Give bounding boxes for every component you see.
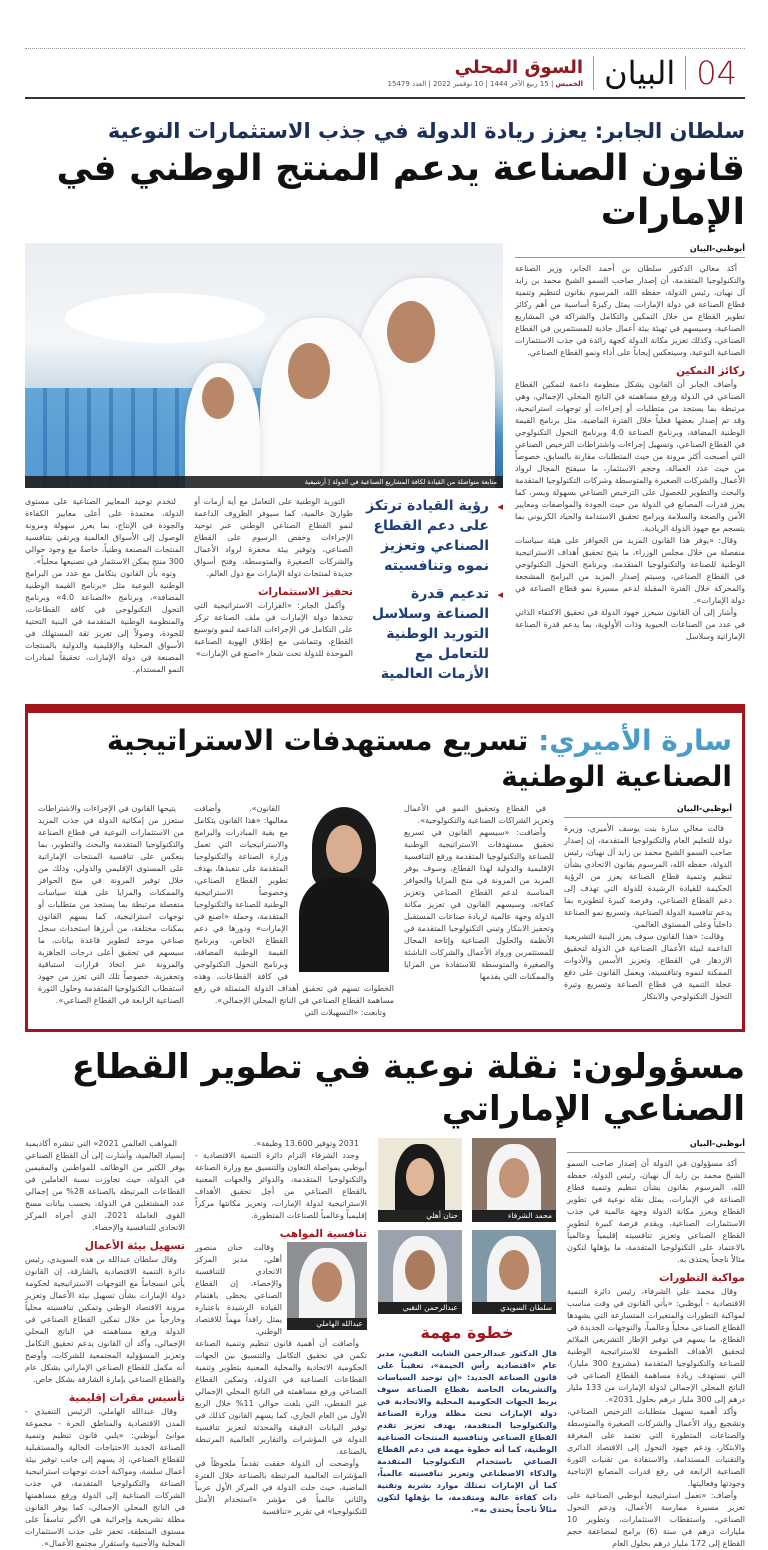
paragraph: قالت معالي سارة بنت يوسف الأميري، وزيرة دولة للتعليم العام والتكنولوجيا المتقدمة، إن إصدار صاحب السمو الشيخ محمد بن زايد آل نهيان، رئيس الدولة، حفظه الله، المرسوم بقانون الاتحادي بشأن تنظيم وتنمية قطاع الصناعة يعزز من الرؤية الحكيمة للقيادة الرشيدة للدولة التي تهدف إلى دعم القطاع الصناعي، وفرصة كبيرة لتطويره بما يدعم تنافسية الدولة الصناعية، وتسريع نمو الصناعة داخلياً وعلى المستوى العالمي. xyxy=(564,824,732,929)
byline: أبوظبي-البيان xyxy=(515,243,745,258)
paragraph: وأضافت أن أهمية قانون تنظيم وتنمية الصناعة تكمن في تحقيق التكامل والتنسيق بين الجهات الحكومية الاتحادية والمحلية المعنية بتطوير وتنمية القطاعات الصناعية في الدولة، وتمكين القطاع الصناعي ورفع مساهمته في الناتج المحلي الإجمالي غير النفطي، التي بلغت حوالي 11% خلال الربع الأول من العام الجاري، كما يسهم القانون كذلك في توفير البيانات الدقيقة والمحدثة لتعزيز تنافسية الدولة في المؤشرات والتقارير العالمية المرتبطة بالصناعة. xyxy=(195,1339,367,1456)
paragraph: يتيحها القانون في الإجراءات والاشتراطات ستعزز من إمكانية الدولة في جذب المزيد من الاستثمارات النوعية في قطاع الصناعة والتكنولوجيا المتقدمة والبحث والتطوير، بما ينعكس على تنافسية المنتجات الإماراتية على المستوى الإقليمي والدولي، وذلك من خلال توفير المرونة في منح الحوافز والممكنات والمزايا على هيئة سياسات منفصلة مرتبطة بما يستجد من متطلبات أو توجهات استراتيجية، كما يسهم القانون بمكنات مختلفة، من أبرزها استحداث سجل صناعي موحد لتطوير قاعدة بيانات، ما سيسهم في تحقيق أعلى درجات الجاهزية والمرونة عبر اتخاذ قرارات استباقية وتحفيزية، خصوصاً تلك التي تعزز من جهود استقطاب التكنولوجيا المتقدمة وحلول الثورة الصناعية الرابعة في القطاع الصناعي». xyxy=(38,804,184,1005)
bullet-icon: ◂ xyxy=(497,500,503,513)
portrait-mohammed-alshurafa xyxy=(472,1138,556,1222)
article2-column-1 xyxy=(564,803,732,1019)
photo-caption: متابعة متواصلة من القيادة لكافة المشاريع الصناعية في الدولة | أرشيفية xyxy=(25,476,503,488)
article2-column-2 xyxy=(404,803,554,1019)
byline: أبوظبي-البيان xyxy=(564,803,732,818)
article2-speaker: سارة الأميري: xyxy=(538,724,732,757)
article2-columns xyxy=(38,803,732,1019)
portrait-sultan-alsuwaidi xyxy=(472,1230,556,1314)
column-body xyxy=(567,1158,745,1550)
paragraph: التوريد الوطنية على التعامل مع أية أزمات أو طوارئ عالمية، كما سيوفر الظروف الداعمة لنمو القطاع الصناعي الوطني عبر توحيد الإجراءات وخفض الرسوم على القطاع الصناعي، وتوفير بيئة محفزة لرواد الأعمال والشركات الصغيرة والمتوسطة، وفتح أسواق جديدة لمنتجات دولة الإمارات مع دول العالم. xyxy=(194,497,353,578)
paragraph: ونوه بأن القانون يتكامل مع عدد من البرامج الوطنية النوعية مثل «برنامج القيمة الوطنية المضافة»، وبرنامج «الصناعة 4.0» وبرنامج التحول التكنولوجي في كافة القطاعات، والمنظومة الوطنية المتقدمة في البنية التحتية للجودة، وصولاً إلى تعزيز ثقة المستهلك في الأسواق المحلية والإقليمية والدولية بالمنتجات المصنعة في دولة الإمارات، تحقيقاً لمبادرات النمو المستدام. xyxy=(25,569,184,674)
sarah-al-amiri-photo xyxy=(294,807,394,972)
column-body xyxy=(38,803,184,1007)
paragraph: وقالت حنان منصور أهلي، مدير المركز الاتحادي للتنافسية والإحصاء، إن القطاع الصناعي يحظى باهتمام القيادة الرشيدة باعتباره يمثل رافداً مهماً للاقتصاد الوطني. xyxy=(195,1243,282,1336)
paragraph: وأضاف الجابر أن القانون يشكل منظومة داعمة لتمكين القطاع الصناعي في الدولة ورفع مساهمته في الناتج المحلي الإجمالي، وهي مرتبطة بما يستجد من متطلبات أو إجراءات أو توجهات استراتيجية، وقد تم إصدار بعضها فعلياً خلال الفترة الماضية، مثل برنامج القيمة الوطنية المضافة، وبرنامج الصناعة 4.0 وبرنامج التحول التكنولوجي في القطاع الصناعي، وتسهيل إجراءات واشتراطات الترخيص الصناعي التي أصبحت أكثر مرونة من حيث المتطلبات مقارنة بالسابق، خصوصاً من حيث عدد العمالة، وحجم الاستثمار، ما سيفتح المجال لرواد الأعمال والشركات الصغيرة والمتوسطة وشركات التكنولوجيا المتقدمة والبحث والتطوير للحصول على الترخيص الصناعي بسهولة ويسر، كما يعزز قدرات المصانع في الدولة من حيث الجودة والمواصفات ومعايير الأمن والصحة والسلامة وبرامج تحقيق الاستدامة والحياد الكربوني بما يتسجم مع جهود الدولة الريادية. xyxy=(515,380,746,533)
byline: أبوظبي-البيان xyxy=(567,1138,745,1153)
portrait-abdulrahman-alnaqbi xyxy=(378,1230,462,1314)
article3-headline: مسؤولون: نقلة نوعية في تطوير القطاع الصناعي الإماراتي xyxy=(71,1047,745,1129)
paragraph: القانون». وأضافت معاليها: «هذا القانون يتكامل مع بقية المبادرات والبرامج والاستراتيجيات التي تعمل وزارة الصناعة والتكنولوجيا المتقدمة على تنفيذها، بهدف تطوير القطاع الصناعي، وخصوصاً الاستراتيجية الوطنية للصناعة والتكنولوجيا المتقدمة، وحملة «اصنع في الإمارات» ودورها في دعم القطاع الخاص، وبرنامج القيمة الوطنية المضافة، وبرنامج التحول التكنولوجي في كافة القطاعات، وهذه الخطوات تسهم في تحقيق أهداف الدولة المتمثلة في رفع مساهمة القطاع الصناعي في الناتج المحلي الإجمالي». xyxy=(194,804,394,1005)
article1-headline: قانون الصناعة يدعم المنتج الوطني في الإمارات xyxy=(56,148,745,233)
column-body xyxy=(404,803,554,983)
paragraph: في القطاع وتحقيق النمو في الأعمال وتعزيز الشراكات الصناعية والتكنولوجية». xyxy=(404,804,554,825)
paragraph: وقال سلطان عبدالله بن هده السويدي، رئيس دائرة التنمية الاقتصادية بالشارقة، إن القانون يأتي انسجاماً مع التوجهات الاستراتيجية لحكومة دولة الإمارات بشأن تسهيل بيئة الأعمال وتعزيز مرونة الاقتصاد الوطني وتمكين تنافسيته محلياً وخارجياً من خلال تمكين القطاع الصناعي في الدولة ورفع مساهمته في الناتج المحلي الإجمالي، وأكد أن القانون يدعم تحقيق التكامل وتعزيز المسؤولية المجتمعية للشركات، وأوضح أنه مكمل للقطاع الصناعي الإماراتي بشكل عام والقطاع الصناعي بإمارة الشارقة بشكل خاص. xyxy=(25,1255,185,1384)
page xyxy=(25,48,745,1550)
paragraph: 2031 وتوفير 13.600 وظيفة». xyxy=(253,1139,359,1148)
article3-middle xyxy=(377,1138,557,1550)
article1-photo xyxy=(25,243,503,488)
article3 xyxy=(25,1138,745,1550)
column-body xyxy=(195,1138,367,1518)
article1-lower-columns xyxy=(25,496,503,692)
step-box xyxy=(377,1322,557,1516)
article2-column-4 xyxy=(38,803,184,1019)
column-body xyxy=(194,496,353,660)
header-divider xyxy=(685,56,686,90)
paragraph: وقال: «يوفر هذا القانون المزيد من الحوافز على هيئة سياسات منفصلة من خلال مجلس الوزراء، ما يتيح تحقيق أهداف الاستراتيجية الوطنية للصناعة والتكنولوجيا المتقدمة، وبرنامج التحول التكنولوجي في القطاع الصناعي، وسيتم إصدار المزيد من البرامج المشجعة والمحركة خلال الفترة المقبلة لدعم مسيرة نمو قطاع الصناعة في دولة الإمارات». xyxy=(515,536,745,605)
paragraph: وأضافت: «سيسهم القانون في تسريع تحقيق مستهدفات الاستراتيجية الوطنية للصناعة والتكنولوجيا المتقدمة ورفع التنافسية الإقليمية والدولية لهذا القطاع، وسوف يوفر المزيد من المرونة في منح المزايا والحوافز المناسبة لدعم القطاع الصناعي وتعزيز كفاءته، وسيسهم القانون في تعزيز مكانة الدولة وجهة عالمية لريادة صناعات المستقبل وتحفيز الابتكار وتبني التكنولوجيا المتقدمة في الأنظمة والحلول الصناعية وإتاحة المجال للمستثمرين ورواد الأعمال والشركات الناشئة والصغيرة والمتوسطة للاستفادة من المزايا والممكنات التي يقدمها xyxy=(404,828,554,981)
article2-column-3 xyxy=(194,803,394,1019)
portrait-name: عبدالله الهاملي xyxy=(287,1318,367,1330)
step-text: قال الدكتور عبدالرحمن الشايب النقبي، مدير عام «اقتصادية رأس الخيمة»، تعقيباً على قانون الصناعة الجديد: «إن توحيد السياسات والتشريعات الخاصة بقطاع الصناعة سوف يربط الجهات الحكومية المحلية والاتحادية في دولة الإمارات تحت مظلة وزارة الصناعة والتكنولوجيا المتقدمة، بهدف تعزيز تقدم القطاع الصناعي وتنافسية المنتجات الصناعية الوطنية، كما أنه خطوة مهمة في دعم القطاع الصناعي باستخدام التكنولوجيا المتقدمة والذكاء الاصطناعي وتعزيز تنافسيته عالمياً، كما أن الإمارات تمتلك موارد بشرية وتقنية ذات كفاءة عالية ومتقدمة، ما يؤهلها لتكون مثالاً ناجحاً يحتذى به». xyxy=(377,1349,557,1514)
paragraph: وأكد أهمية تسهيل متطلبات الترخيص الصناعي، وتشجيع رواد الأعمال والشركات الصغيرة والمتوسطة والصناعات المتطورة التي تعتمد على المعرفة والابتكار، ودعم جهود التحول إلى الاقتصاد الدائري والتقنيات المستدامة، والاستفادة من تقنيات الثورة الصناعية الرابعة في رفع قدرات المصانع الإنتاجية وجودتها وفعاليتها. xyxy=(567,1407,745,1488)
subheading: تحفيز الاستثمارات xyxy=(257,586,353,598)
article1-kicker: سلطان الجابر: يعزز ريادة الدولة في جذب الاستثمارات النوعية xyxy=(107,119,745,143)
article1-column-right xyxy=(515,243,745,692)
subheading: ركائز التمكين xyxy=(676,365,745,377)
paragraph: وقال عبدالله الهاملي، الرئيس التنفيذي - المدن الاقتصادية والمناطق الحرة - مجموعة موانئ أبوظبي: «يلبي قانون تنظيم وتنمية الصناعة الجديد الاحتياجات الحالية والمستقبلية للقطاع الصناعي، إذ يسهم إلى جانب توفير بيئة أعمال سلسة، ومواكبة أحدث توجهات استراتيجية الصناعة والتكنولوجيا المتقدمة، في جذب الشركات الصناعية إلى الدولة ورفع مساهمتها في الناتج المحلي الإجمالي، كما يوفر القانون مظلة تشريعية وإجرائية هي الأكبر تناسقاً على مستوى المنطقة، تحفز على جذب الاستثمارات المحلية والأجنبية واستقرار مجتمع الأعمال». xyxy=(25,1407,185,1548)
section-block xyxy=(388,57,584,90)
paragraph: وتابعت: «التسهيلات التي xyxy=(304,1008,386,1017)
paragraph: أكد معالي الدكتور سلطان بن أحمد الجابر، وزير الصناعة والتكنولوجيا المتقدمة، أن إصدار صاحب السمو الشيخ محمد بن زايد آل نهيان، رئيس الدولة، حفظه الله، المرسوم بقانون لتنظيم وتنمية قطاع الصناعة في دولة الإمارات، يمثل ركيزةً أساسية من أهم ركائز تطوير القطاع من خلال التمكين والتكامل والشراكة في المشاريع الصناعية، وسيسهم في تهيئة بيئة أعمال جاذبة للمستثمرين في القطاع الصناعي، وكذلك تعزيز مكانة الدولة كجهة رائدة في جذب الاستثمارات الصناعية النوعية، وسينعكس إيجاباً على أداء ونمو القطاع الصناعي. xyxy=(515,264,745,357)
paragraph: المواهب العالمي 2021» التي تنشره أكاديمية إنسياد العالمية، وأشارت إلى أن القطاع الصناعي يوفر الكثير من الوظائف للمواطنين والمقيمين في الدولة، حيث تجاوزت نسبة العاملين في القطاعات المرتبطة بالصناعة 28% من إجمالي عدد المشتغلين في الدولة، بحسب بيانات مسح القوى العاملة 2021، الذي أجراه المركز الاتحادي للتنافسية والإحصاء. xyxy=(25,1139,185,1232)
column-body xyxy=(515,263,745,643)
paragraph: أكد مسؤولون في الدولة أن إصدار صاحب السمو الشيخ محمد بن زايد آل نهيان، رئيس الدولة، حفظه الله، المرسوم بقانون بشأن تنظيم وتنمية قطاع الصناعة في الإمارات، يمثل نقلة نوعية في تطوير القطاع ويعزز مكانة الدولة وجهة عالمية في جذب الاستثمارات الصناعية، ويقدم فرصة كبيرة لتطوير القطاع الصناعي وتعزيز تنافسيته إقليمياً وعالمياً بالاعتماد على التكنولوجيا المتقدمة، ما يؤهلها لتكون مثالاً ناجحاً يحتذى به. xyxy=(567,1159,745,1264)
issue-date-text: 15 ربيع الآخر 1444 | 10 نوفمبر 2022 | العدد 15479 xyxy=(387,79,549,88)
newspaper-logo: البيان xyxy=(604,54,676,92)
issue-day: الخميس xyxy=(555,79,584,88)
page-number: 04 xyxy=(696,54,737,92)
paragraph: لتخدم توحيد المعايير الصناعية على مستوى الدولة، معتمدة على أعلى معايير الكفاءة والجودة في الإنتاج، بما يعزز سهولة ومرونة الوصول إلى الأسواق العالمية ويرتقي بتنافسية المنتجات المصنعة وطنياً، خاصةً مع وجود حوالي 300 منتج يمكن الاستثمار في تصنيعها محلياً». xyxy=(25,497,184,566)
paragraph: وأوضحت أن الدولة حققت تقدماً ملحوظاً في المؤشرات العالمية المرتبطة بالصناعة خلال الفترة الماضية، حيث حلت الدولة في المركز الأول عربياً والثاني عالمياً في مؤشر «استخدام الأمثل للتكنولوجيا» في تقرير «تنافسية xyxy=(195,1459,367,1516)
article3-column-3 xyxy=(25,1138,185,1550)
column-body xyxy=(564,823,732,1003)
article2-headline: سارة الأميري: تسريع مستهدفات الاستراتيجية الصناعية الوطنية xyxy=(106,724,732,793)
subheading: تأسيس مقرات إقليمية xyxy=(68,1392,185,1404)
portrait-grid xyxy=(377,1138,557,1314)
column-body xyxy=(25,1138,185,1550)
article1-column-left xyxy=(25,496,184,692)
paragraph: وقالت: «هذا القانون سوف يعزز البنية التشريعية الداعمة لبيئة الأعمال الصناعية في الدولة لتحقيق الازدهار في القطاع، وتعزيز الأسس والأدوات الممكنة لنموه وتنافسيته، ويعمل القانون على دفع عجلة التنمية في قطاع الصناعة وتسريع وتيرة التحول التكنولوجي والابتكار xyxy=(564,932,732,1001)
portrait-name: محمد الشرفاء xyxy=(472,1210,556,1222)
bullet-icon: ◂ xyxy=(497,588,503,601)
subheading: تسهيل بيئة الأعمال xyxy=(84,1240,185,1252)
article1-left-area xyxy=(25,243,503,692)
step-title: خطوة مهمة xyxy=(420,1323,514,1342)
masthead xyxy=(25,48,745,99)
portrait-name: سلطان السويدي xyxy=(472,1302,556,1314)
article3-column-2 xyxy=(195,1138,367,1550)
pull-quote: ◂ رؤية القيادة ترتكز على دعم القطاع الصناعي وتعزيز نموه وتنافسيته xyxy=(366,498,503,574)
paragraph: وجدد الشرفاء التزام دائرة التنمية الاقتصادية - أبوظبي بمواصلة التعاون والتنسيق مع وزارة الصناعة والتكنولوجيا المتقدمة، والدوائر والجهات المعنية بالقطاع الصناعي من أجل تحقيق الأهداف الاستراتيجية لدولة الإمارات، وتعزيز مكانتها مركزاً إقليمياً وعالمياً للصناعات المتطورة. xyxy=(195,1151,367,1220)
pull-quote: ◂ تدعيم قدرة الصناعة وسلاسل التوريد الوطنية للتعامل مع الأزمات العالمية xyxy=(371,586,503,682)
portrait-name: حنان أهلي xyxy=(378,1210,462,1222)
subheading: تنافسية المواهب xyxy=(279,1228,367,1240)
article1 xyxy=(25,243,745,692)
paragraph: وأضاف: «تعمل استراتيجية أبوظبي الصناعية على تعزيز مسيرة ممارسة الأعمال، ودعم التحول الصناعي، واستقطاب الاستثمارات، وتطوير 10 مليارات درهم في ستة (6) برامج لمضاعفة حجم القطاع إلى 172 مليار درهم بحلول العام xyxy=(567,1491,746,1548)
issue-date: الخميس | 15 ربيع الآخر 1444 | 10 نوفمبر 2022 | العدد 15479 xyxy=(387,79,584,88)
paragraph: وأشار إلى أن القانون سيعزز جهود الدولة في تحقيق الاكتفاء الذاتي في عدد من الصناعات الحيوية وذات الأولوية، بما يدعم قدرة الصناعة الإماراتية وسلاسل xyxy=(515,608,745,641)
paragraph: وقال محمد علي الشرفاء، رئيس دائرة التنمية الاقتصادية - أبوظبي: «يأتي القانون في وقت مناسب لمواكبة التطورات والمتغيرات المتسارعة التي يشهدها القطاع الصناعي محلياً وعالمياً، والتوجهات الجديدة في القطاع، ما يسهم في توفير الإطار التشريعي الملائم لتحقيق الأهداف الطموحة للاستراتيجية الوطنية للصناعة والتكنولوجيا المتقدمة (مشروع 300 مليار)، التي تستهدف زيادة مساهمة القطاع الصناعي في الناتج المحلي الإجمالي لدولة الإمارات من 133 مليار درهم إلى 300 مليار درهم بحلول 2031». xyxy=(567,1287,745,1404)
subheading: مواكبة التطورات xyxy=(659,1272,745,1284)
portrait-name: عبدالرحمن النقبي xyxy=(378,1302,462,1314)
section-title: السوق المحلي xyxy=(454,56,584,78)
portrait-abdullah-alhamli xyxy=(287,1242,367,1330)
pull-quotes xyxy=(363,496,503,692)
header-divider xyxy=(593,56,594,90)
portrait-hanan-ahli xyxy=(378,1138,462,1222)
article2-box xyxy=(25,704,745,1032)
article1-column-middle xyxy=(194,496,353,692)
column-body xyxy=(25,496,184,676)
article3-column-1 xyxy=(567,1138,745,1550)
paragraph: وأكمل الجابر: «القرارات الاستراتيجية التي تتخذها دولة الإمارات في ملف الصناعة تركز على التكامل في الإجراءات الداعمة لنمو وتوسيع القطاع، وتتماشى مع إطلاق الهوية الصناعية الموحدة للدولة تحت شعار «اصنع في الإمارات» xyxy=(194,601,353,658)
